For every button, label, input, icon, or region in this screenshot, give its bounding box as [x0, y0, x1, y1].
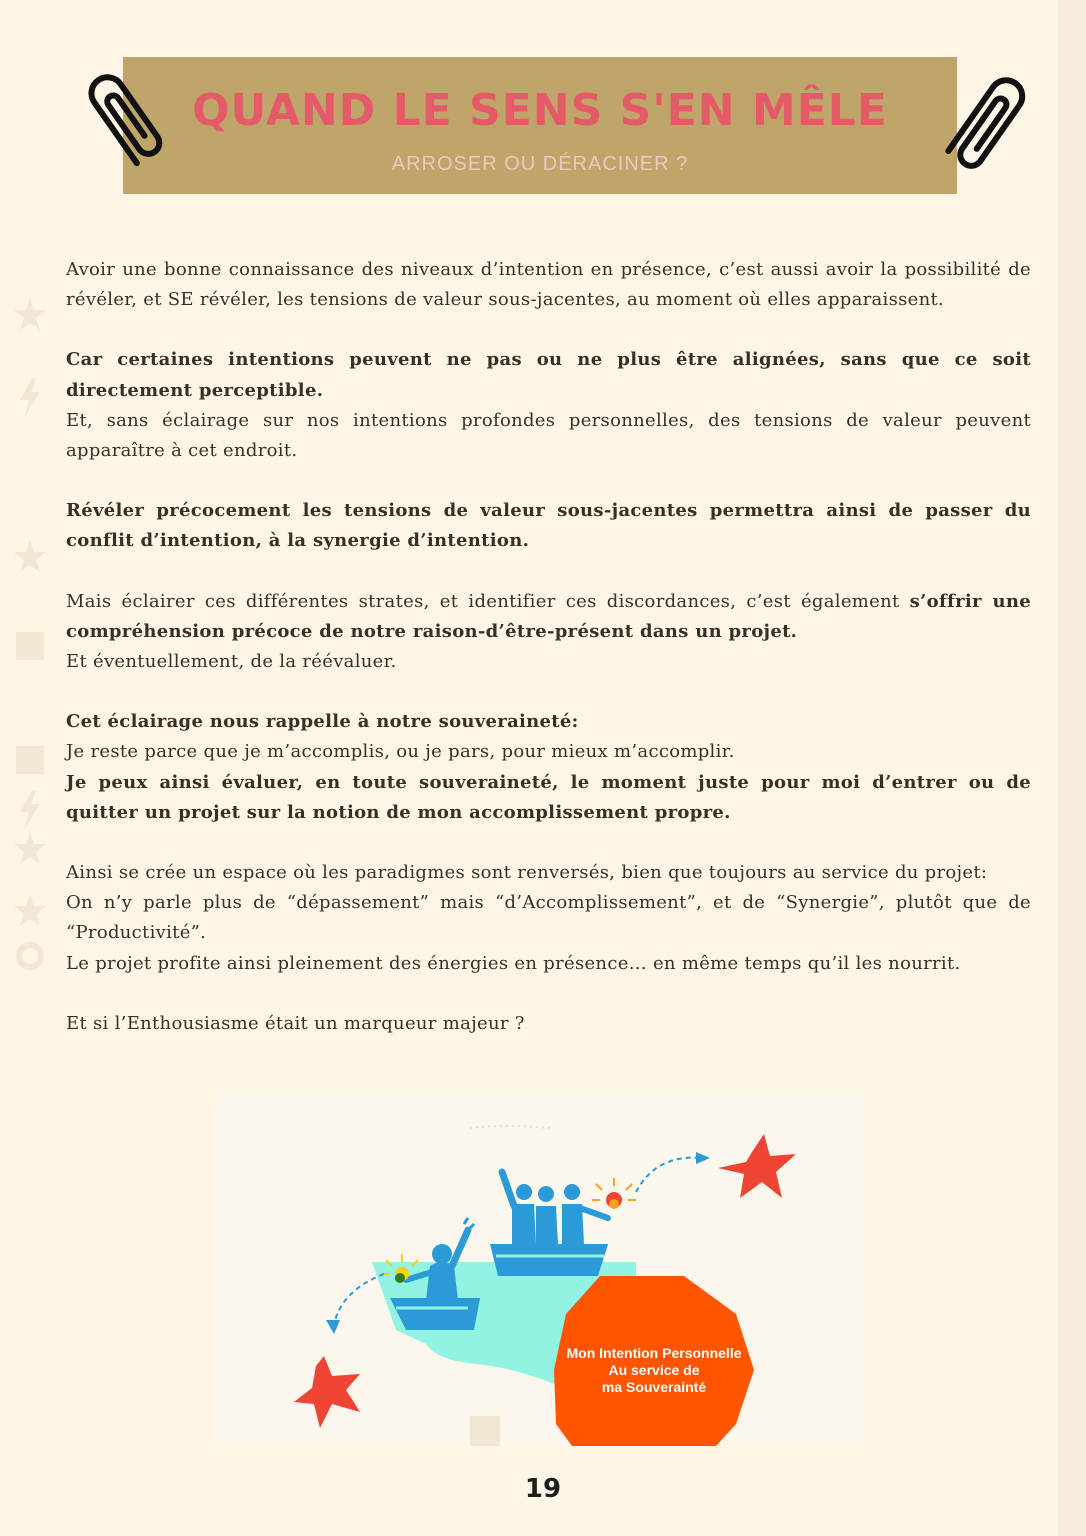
header-banner	[123, 57, 957, 194]
lightning-decoration-icon	[12, 376, 48, 420]
boats-illustration	[216, 1094, 864, 1446]
paperclip-right-icon	[934, 64, 1034, 179]
paragraph	[66, 858, 1031, 979]
star-icon	[718, 1134, 796, 1198]
paragraph	[66, 587, 1031, 678]
bold-text-run: s’offrir une compréhension précoce de notre raison-d’être-présent dans un projet.	[66, 590, 1031, 642]
paragraph	[66, 496, 1031, 556]
text-run: Et, sans éclairage sur nos intentions profondes personnelles, des tensions de valeur peuvent apparaître à cet endroit.	[66, 409, 1031, 462]
text-run: Avoir une bonne connaissance des niveaux d’intention en présence, c’est aussi avoir la possibilité de révéler, et SE révéler, les tensions de valeur sous-jacentes, au moment où elles apparaissent.	[66, 259, 1031, 311]
paragraph	[66, 707, 1031, 828]
intention-badge	[554, 1276, 754, 1446]
square-decoration-icon	[12, 628, 48, 664]
paragraph	[66, 345, 1031, 466]
page-edge-strip	[1058, 0, 1086, 1536]
text-run: Ainsi se crée un espace où les paradigmes sont renversés, bien que toujours au service du projet:	[66, 862, 988, 884]
text-run: Mais éclairer ces différentes strates, et identifier ces discordances, c’est également	[66, 590, 910, 612]
star-decoration-icon	[12, 892, 48, 928]
badge-label-line-3: ma Souverainté	[601, 1379, 707, 1395]
paragraph	[66, 1009, 1031, 1039]
body-text	[66, 255, 1031, 1069]
illustration	[216, 1094, 864, 1446]
badge-label-line-1: Mon Intention Personnelle	[566, 1345, 742, 1361]
bold-text-run: Je peux ainsi évaluer, en toute souveraineté, le moment juste pour moi d’entrer ou de quitter un projet sur la notion de mon accomplissement propre.	[66, 771, 1031, 823]
large-boat	[490, 1244, 608, 1276]
text-run: On n’y parle plus de “dépassement” mais “d’Accomplissement”, et de “Synergie”, plutôt que de “Productivité”.	[66, 892, 1031, 944]
page-title: QUAND LE SENS S'EN MÊLE	[192, 85, 888, 136]
paragraph	[66, 255, 1031, 315]
bold-text-run: Car certaines intentions peuvent ne pas ou ne plus être alignées, sans que ce soit directement perceptible.	[66, 349, 1031, 401]
text-run: Je reste parce que je m’accomplis, ou je pars, pour mieux m’accomplir.	[66, 741, 735, 763]
page-number: 19	[524, 1474, 562, 1504]
lightning-decoration-icon	[12, 788, 48, 832]
star-decoration-icon	[12, 538, 48, 574]
text-run: Et éventuellement, de la réévaluer.	[66, 651, 397, 673]
bold-text-run: Cet éclairage nous rappelle à notre souveraineté:	[66, 711, 579, 733]
star-decoration-icon	[12, 296, 48, 332]
paperclip-left-icon	[72, 66, 172, 176]
star-decoration-icon	[12, 830, 48, 866]
badge-label-line-2: Au service de	[608, 1362, 700, 1378]
square-decoration-icon	[12, 742, 48, 778]
circle-decoration-icon	[12, 938, 48, 974]
bold-text-run: Révéler précocement les tensions de valeur sous-jacentes permettra ainsi de passer du conflit d’intention, à la synergie d’intention.	[66, 500, 1031, 552]
star-icon	[294, 1356, 360, 1428]
text-run: Le projet profite ainsi pleinement des énergies en présence… en même temps qu’il les nourrit.	[66, 952, 961, 974]
page-subtitle: ARROSER OU DÉRACINER ?	[391, 153, 689, 175]
text-run: Et si l’Enthousiasme était un marqueur majeur ?	[66, 1012, 525, 1034]
